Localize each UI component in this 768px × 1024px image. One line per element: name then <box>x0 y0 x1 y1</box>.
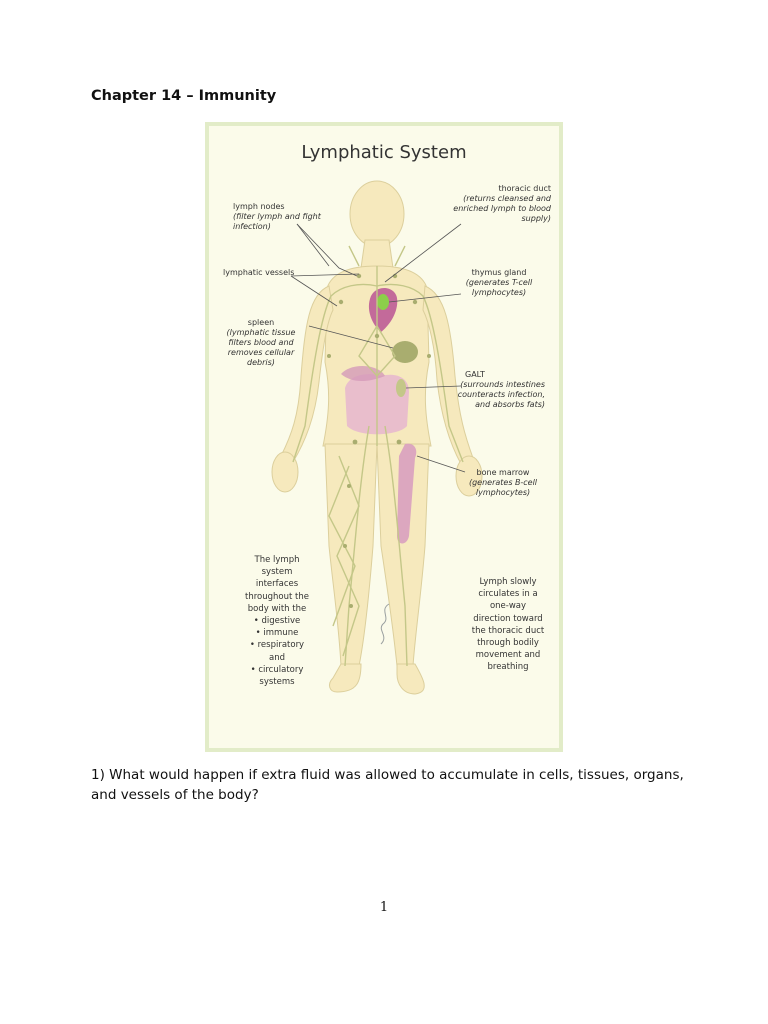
interfaces-item: • respiratory and <box>249 640 305 663</box>
question-1: 1) What would happen if extra fluid was allowed to accumulate in cells, tissues, organs, and vessels of the body? <box>91 767 684 803</box>
label-thoracic-duct <box>443 184 551 224</box>
galt-shape <box>396 379 406 397</box>
interfaces-intro: The lymph system interfaces throughout the body with the <box>245 555 309 614</box>
label-lymphatic-vessels <box>223 268 313 278</box>
label-spleen <box>221 318 301 368</box>
spleen-name: spleen <box>247 318 275 327</box>
thoracic-duct-name: thoracic duct <box>498 184 551 193</box>
interfaces-item: • circulatory systems <box>250 664 304 688</box>
bone-marrow-name: bone marrow <box>476 468 530 477</box>
bone-marrow-desc: (generates B-cell lymphocytes) <box>468 478 538 497</box>
interfaces-item: • digestive <box>253 616 301 627</box>
left-foot-shape <box>330 664 361 692</box>
thoracic-duct-desc: (returns cleansed and enriched lymph to blood supply) <box>453 194 551 223</box>
spleen-shape <box>392 341 418 363</box>
lymph-circulation-note <box>471 576 545 674</box>
circulation-text: Lymph slowly circulates in a one-way direction toward the thoracic duct through bodily movement and breathing <box>471 577 545 673</box>
figure-title: Lymphatic System <box>301 142 467 163</box>
label-lymph-nodes <box>233 202 329 232</box>
right-foot-shape <box>397 664 424 694</box>
interfaces-list <box>243 615 311 688</box>
head-shape <box>350 181 404 247</box>
chapter-heading: Chapter 14 – Immunity <box>91 88 277 104</box>
artist-signature <box>375 600 395 650</box>
lymphatic-system-figure <box>205 122 563 752</box>
page-number: 1 <box>379 900 389 915</box>
thymus-shape <box>377 294 389 310</box>
lymph-nodes-desc: (filter lymph and fight infection) <box>233 212 321 231</box>
label-thymus-gland <box>459 268 539 298</box>
galt-name: GALT <box>465 370 485 379</box>
interfaces-item: • immune <box>255 628 299 639</box>
label-galt <box>455 370 545 410</box>
label-bone-marrow <box>467 468 539 498</box>
galt-desc: (surrounds intestines counteracts infection, and absorbs fats) <box>457 380 545 409</box>
lymphatic-vessels-name: lymphatic vessels <box>223 268 295 277</box>
neck-shape <box>361 240 393 268</box>
lymph-nodes-name: lymph nodes <box>233 202 285 211</box>
thymus-gland-name: thymus gland <box>471 268 527 277</box>
thymus-gland-desc: (generates T-cell lymphocytes) <box>465 278 533 297</box>
lymph-system-interfaces-note <box>243 554 311 688</box>
spleen-desc: (lymphatic tissue filters blood and removes cellular debris) <box>226 328 296 367</box>
